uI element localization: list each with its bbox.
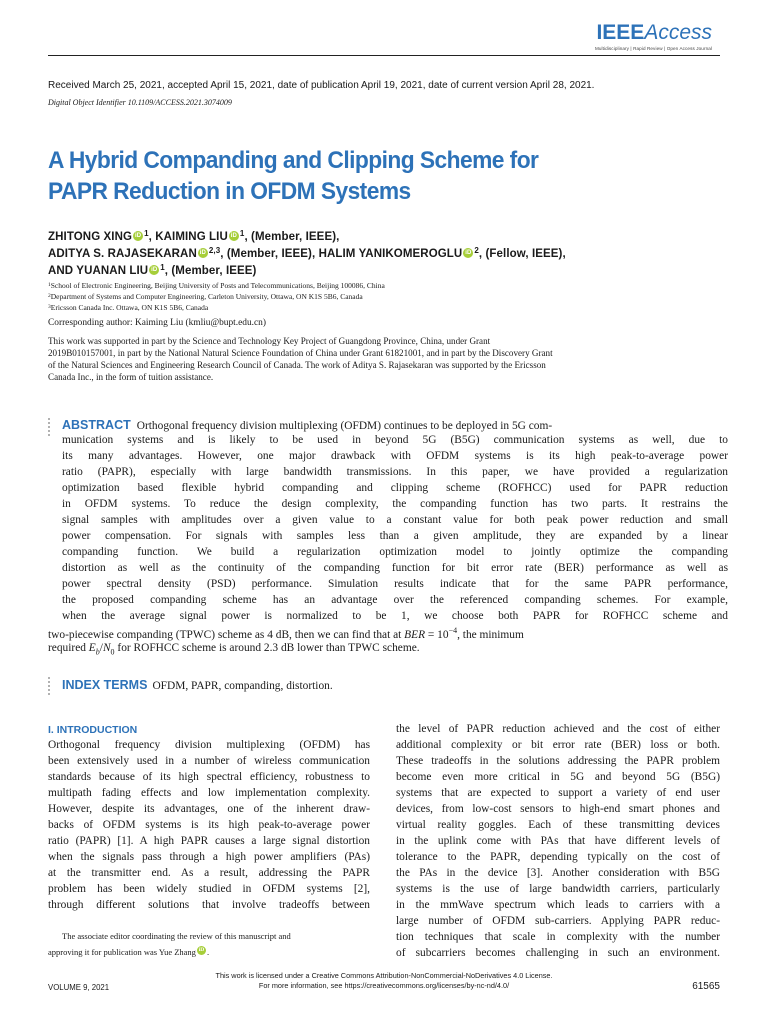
abstract-text: , the minimum xyxy=(457,628,524,641)
affiliation-marker: 1 xyxy=(160,263,165,272)
math-slash: / xyxy=(99,642,103,654)
math-subscript: b xyxy=(95,647,100,657)
section-heading-introduction: I. INTRODUCTION xyxy=(48,724,138,736)
body-line: However, despite its advantages, one of the inherent draw- xyxy=(48,803,370,815)
funding-line: This work was supported in part by the Science and Technology Key Project of Guangdong Province, China, under Grant xyxy=(48,336,491,346)
index-terms-text: OFDM, PAPR, companding, distortion. xyxy=(152,680,333,692)
affiliation-marker: 1 xyxy=(239,229,245,238)
abstract-text: Orthogonal frequency division multiplexing (OFDM) continues to be deployed in 5G com- xyxy=(136,420,553,432)
abstract-line: the proposed companding scheme has an advantage over the referenced companding schemes. For example, xyxy=(62,594,728,606)
affiliation xyxy=(48,281,385,290)
author-name: , KAIMING LIU xyxy=(148,231,228,243)
page-number: 61565 xyxy=(692,981,720,992)
abstract-text: two-piecewise companding (TPWC) scheme as 4 dB, then we can find that at xyxy=(48,628,405,641)
body-line: additional complexity or bit error rate (BER) loss or both. xyxy=(396,739,720,751)
affiliation-marker: 1 xyxy=(144,229,149,238)
abstract-text: required xyxy=(48,642,89,654)
author-role: , (Member, IEEE) xyxy=(164,265,257,277)
body-line: devices, from low-cost sensors to high-end smart phones and xyxy=(396,803,720,815)
received-dates: Received March 25, 2021, accepted April 15, 2021, date of publication April 19, 2021, date of current version April 28, 2021. xyxy=(48,80,595,91)
body-line: in the mmWave spectrum which leads to carriers with a xyxy=(396,899,720,911)
orcid-icon[interactable]: iD xyxy=(199,250,206,256)
body-line: ratio (PAPR) [1]. A high PAPR causes a large signal distortion xyxy=(48,835,370,847)
title-line: A Hybrid Companding and Clipping Scheme for xyxy=(48,147,539,174)
body-line: Orthogonal frequency division multiplexing (OFDM) has xyxy=(48,739,370,751)
abstract-line xyxy=(48,642,714,656)
author-role: , (Member, IEEE), HALIM YANIKOMEROGLU xyxy=(220,248,463,260)
affiliation-text: Ericsson Canada Inc. Ottawa, ON K1S 5B6, Canada xyxy=(50,303,209,312)
abstract-marker-icon xyxy=(48,418,51,438)
abstract-line: power spectral density (PSD) performance. Simulation results indicate that for the same PAPR performance, xyxy=(62,578,728,590)
orcid-icon[interactable]: iD xyxy=(198,947,205,953)
math-n: N xyxy=(102,642,111,654)
author-role: , (Member, IEEE), xyxy=(244,231,340,243)
abstract-first-line xyxy=(62,418,728,432)
license-notice xyxy=(0,971,768,991)
body-line: the PAs in the device [3]. Another consideration with B5G xyxy=(396,867,720,879)
abstract-line: distortion as well as the continuity of the companding function for bit error rate (BER) performance as well as xyxy=(62,562,728,574)
body-line: systems that are expected to support a variety of end user xyxy=(396,787,720,799)
math-eb: E xyxy=(88,642,96,654)
math-subscript: 0 xyxy=(110,647,115,657)
footnote-line xyxy=(48,946,209,957)
license-line: This work is licensed under a Creative Commons Attribution-NonCommercial-NoDerivatives 4.0 License. xyxy=(215,971,553,980)
abstract-line: companding function. We build a regularization optimization model to jointly optimize the companding xyxy=(62,546,728,558)
author-role: , (Fellow, IEEE), xyxy=(478,248,566,260)
footnote-text: . xyxy=(206,947,210,957)
footnote-line: The associate editor coordinating the review of this manuscript and xyxy=(62,931,291,941)
body-line: multipath fading effects and low implementation complexity. xyxy=(48,787,370,799)
abstract-line: signal samples with amplitudes over a given value to a constant value for both peak power reduction and small xyxy=(62,514,728,526)
body-line: of subcarriers becomes challenging in such an environment. xyxy=(396,947,720,959)
logo-ieee: IEEE xyxy=(596,21,645,44)
funding-line: of the Natural Sciences and Engineering Research Council of Canada. The work of Aditya S. Rajasekaran was supported by the Ericsson xyxy=(48,360,546,370)
author-line xyxy=(48,248,566,260)
abstract-line: in OFDM systems. To reduce the design complexity, the companding function has two parts. It restrains the xyxy=(62,498,728,510)
affiliation-number: 2 xyxy=(48,293,51,299)
paper-title xyxy=(48,145,673,207)
body-line: at the transmitter end. As a result, addressing the PAPR xyxy=(48,867,370,879)
affiliation xyxy=(48,292,363,301)
doi: Digital Object Identifier 10.1109/ACCESS.2021.3074009 xyxy=(48,98,232,107)
body-line: large number of OFDM sub-carriers. Applying PAPR reduc- xyxy=(396,915,720,927)
affiliation-number: 3 xyxy=(48,304,51,310)
title-line: PAPR Reduction in OFDM Systems xyxy=(48,178,411,205)
author-name: AND YUANAN LIU xyxy=(48,265,149,277)
abstract-line: munication systems and is likely to be used in beyond 5G (B5G) communication systems as well, due to xyxy=(62,434,728,446)
affiliation xyxy=(48,303,208,312)
license-link[interactable]: For more information, see https://creativecommons.org/licenses/by-nc-nd/4.0/ xyxy=(258,981,510,990)
body-line: problem has been widely studied in OFDM systems [2], xyxy=(48,883,370,895)
affiliation-text: Department of Systems and Computer Engineering, Carleton University, Ottawa, ON K1S 5B6, Canada xyxy=(50,292,363,301)
footnote-text: approving it for publication was Yue Zhang xyxy=(48,947,196,957)
body-line: become even more critical in 5G and beyond 5G (B5G) xyxy=(396,771,720,783)
funding-line: 2019B010157001, in part by the National Natural Science Foundation of China under Grant 61821001, and in part by the Discovery Grant xyxy=(48,348,553,358)
body-line: tion techniques that scale in complexity with the number xyxy=(396,931,720,943)
body-line: virtual reality goggles. Each of these transmitting devices xyxy=(396,819,720,831)
abstract-line: ratio (PAPR), especially with large bandwidth transmissions. In this paper, we have provided a regularization xyxy=(62,466,728,478)
abstract-line: when the average signal power is normalized to be 1, we choose both PAPR for ROFHCC scheme and xyxy=(62,610,728,622)
affiliation-number: 1 xyxy=(48,282,51,288)
journal-logo xyxy=(595,22,712,51)
abstract-heading: ABSTRACT xyxy=(62,418,131,432)
header-rule xyxy=(48,55,720,56)
body-line: standards because of its high spectral efficiency, robustness to xyxy=(48,771,370,783)
index-terms-heading: INDEX TERMS xyxy=(62,678,148,692)
affiliation-marker: 2 xyxy=(474,246,479,255)
abstract-line: its many advantages. However, one major drawback with OFDM systems is its high peak-to-average power xyxy=(62,450,728,462)
corresponding-author: Corresponding author: Kaiming Liu (kmliu@bupt.edu.cn) xyxy=(48,318,266,328)
abstract-line xyxy=(48,626,728,641)
index-terms-marker-icon xyxy=(48,677,51,697)
logo-tagline: Multidisciplinary | Rapid Review | Open Access Journal xyxy=(594,46,712,51)
author-line xyxy=(48,231,339,243)
abstract-text: for ROFHCC scheme is around 2.3 dB lower than TPWC scheme. xyxy=(114,642,420,654)
body-line: been extensively used in a number of wireless communication xyxy=(48,755,370,767)
funding-line: Canada Inc., in the form of tuition assistance. xyxy=(48,372,214,382)
affiliation-marker: 2,3 xyxy=(208,246,221,255)
author-name: ZHITONG XING xyxy=(48,231,133,243)
body-line: systems is the use of large bandwidth carriers, particularly xyxy=(396,883,720,895)
logo-access: Access xyxy=(644,21,712,44)
affiliation-text: School of Electronic Engineering, Beijing University of Posts and Telecommunications, Beijing 100086, China xyxy=(50,281,385,290)
body-line: the level of PAPR reduction achieved and the cost of either xyxy=(396,723,720,735)
author-name: ADITYA S. RAJASEKARAN xyxy=(48,248,197,260)
orcid-icon[interactable]: iD xyxy=(465,250,472,256)
orcid-icon[interactable]: iD xyxy=(134,233,142,239)
orcid-icon[interactable]: iD xyxy=(230,233,237,239)
math-ber: BER xyxy=(404,628,426,641)
body-line: in the uplink come with PAs that have different levels of xyxy=(396,835,720,847)
orcid-icon[interactable]: iD xyxy=(151,267,158,273)
body-line: through different solutions that involve tradeoffs between xyxy=(48,899,370,911)
abstract-line: optimization based flexible hybrid companding and clipping scheme (ROFHCC) used for PAPR reduction xyxy=(62,482,728,494)
body-line: tolerance to the PAPR, depending typically on the cost of xyxy=(396,851,720,863)
index-terms xyxy=(62,678,728,692)
math-exponent: −4 xyxy=(448,626,458,635)
body-line: These tradeoffs in the solutions addressing the PAPR problem xyxy=(396,755,720,767)
abstract-line: power compensation. For signals with samples less than a given amplitude, they are expanded by a linear xyxy=(62,530,728,542)
body-line: backs of OFDM systems is its high peak-to-average power xyxy=(48,819,370,831)
author-line xyxy=(48,265,257,277)
math-eq: = 10 xyxy=(425,628,449,641)
volume-info: VOLUME 9, 2021 xyxy=(48,983,110,992)
body-line: when the signals pass through a high power amplifiers (PAs) xyxy=(48,851,370,863)
